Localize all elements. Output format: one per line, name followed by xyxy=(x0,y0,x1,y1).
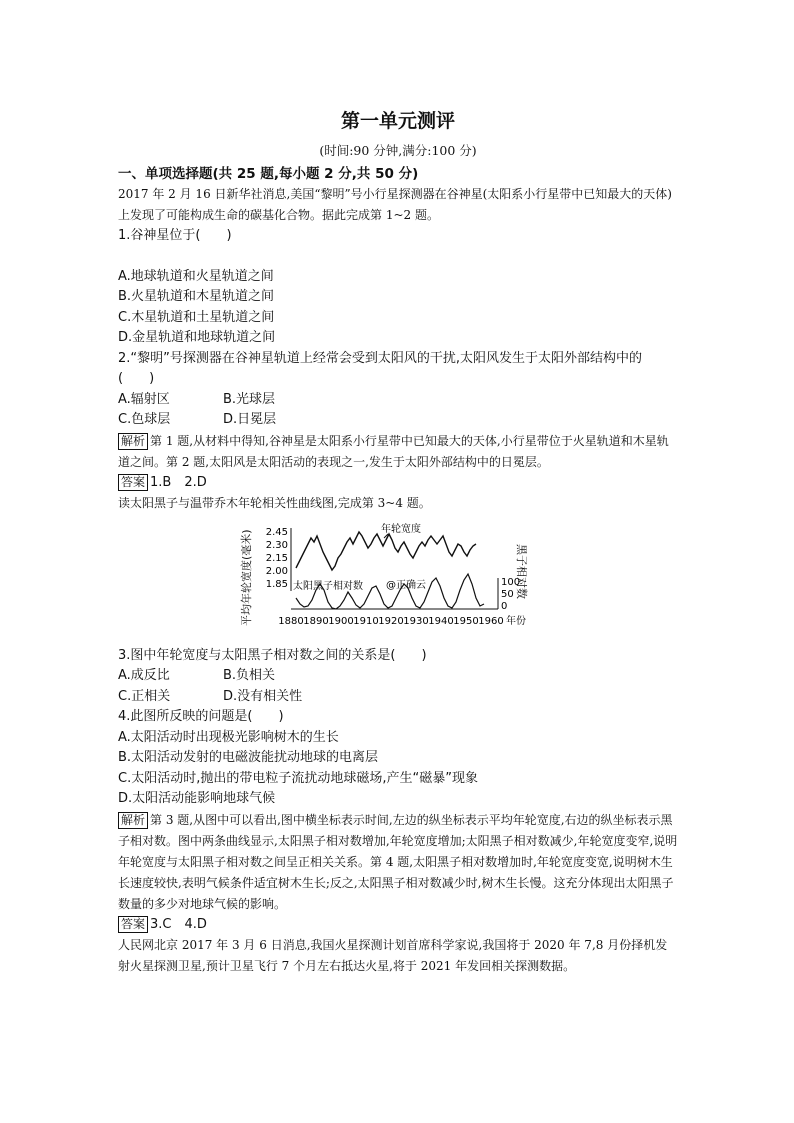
analysis-2 xyxy=(118,810,678,915)
answer-tag: 答案 xyxy=(118,474,148,491)
right-tick: 0 xyxy=(501,600,508,612)
question-2: 2.“黎明”号探测器在谷神星轨道上经常会受到太阳风的干扰,太阳风发生于太阳外部结构中的( ) xyxy=(118,350,643,386)
answer-1 xyxy=(118,473,678,493)
analysis-tag: 解析 xyxy=(118,812,148,829)
question-1: 1.谷神星位于( ) xyxy=(118,228,232,243)
q3-option-a: A.成反比 xyxy=(118,668,170,683)
left-tick: 2.00 xyxy=(265,565,288,577)
q2-option-b: B.光球层 xyxy=(223,391,276,407)
x-tick: 1940 xyxy=(428,615,454,627)
right-tick: 50 xyxy=(501,588,514,600)
tree-ring-width-curve xyxy=(296,532,476,570)
answer-2 xyxy=(118,915,678,935)
x-tick: 1930 xyxy=(403,615,429,627)
q3-option-d: D.没有相关性 xyxy=(223,688,303,704)
question-3: 3.图中年轮宽度与太阳黑子相对数之间的关系是( ) xyxy=(118,647,427,663)
page-title: 第一单元测评 xyxy=(340,110,455,132)
q4-option-a: A.太阳活动时出现极光影响树木的生长 xyxy=(118,729,339,745)
x-tick: 1890 xyxy=(303,615,329,627)
exam-page xyxy=(118,100,678,977)
left-axis-title: 平均年轮宽度(毫米) xyxy=(240,528,253,626)
q3-option-c: C.正相关 xyxy=(118,688,171,704)
x-tick: 1910 xyxy=(353,615,379,627)
section-heading: 一、单项选择题(共 25 题,每小题 2 分,共 50 分) xyxy=(118,166,419,182)
question-4: 4.此图所反映的问题是( ) xyxy=(118,709,284,724)
material-3: 人民网北京 2017 年 3 月 6 日消息,我国火星探测计划首席科学家说,我国将于 2020 年 7,8 月份择机发射火星探测卫星,预计卫星飞行 7 个月左右抵达火星,将于 2021 年发回相关探测数据。 xyxy=(118,937,668,973)
answer-2-text: 3.C 4.D xyxy=(150,916,207,932)
x-tick: 1900 xyxy=(328,615,354,627)
watermark: @正确云 xyxy=(386,579,426,591)
series-label-ring: 年轮宽度 xyxy=(381,523,421,535)
material-1: 2017 年 2 月 16 日新华社消息,美国“黎明”号小行星探测器在谷神星(太阳系小行星带中已知最大的天体)上发现了可能构成生命的碳基化合物。据此完成第 1~2 题。 xyxy=(118,187,672,222)
x-tick: 1920 xyxy=(378,615,404,627)
q2-option-d: D.日冕层 xyxy=(223,412,277,427)
q1-option-b: B.火星轨道和木星轨道之间 xyxy=(118,289,275,304)
answer-1-text: 1.B 2.D xyxy=(150,474,207,490)
answer-tag: 答案 xyxy=(118,916,148,933)
analysis-1-text: 第 1 题,从材料中得知,谷神星是太阳系小行星带中已知最大的天体,小行星带位于火星轨道和木星轨道之间。第 2 题,太阳风是太阳活动的表现之一,发生于太阳外部结构中的日冕层。 xyxy=(118,433,669,469)
analysis-2-text: 第 3 题,从图中可以看出,图中横坐标表示时间,左边的纵坐标表示平均年轮宽度,右边的纵坐标表示黑子相对数。图中两条曲线显示,太阳黑子相对数增加,年轮宽度增加;太阳黑子相对数减少,年轮宽度变窄,说明年轮宽度与太阳黑子相对数之间呈正相关关系。第 4 题,太阳黑子相对数增加时,年轮宽度变宽,说明树木生长速度较快,表明气候条件适宜树木生长;反之,太阳黑子相对数减少时,树木生长慢。这充分体现出太阳黑子数量的多少对地球气候的影响。 xyxy=(118,812,678,911)
material-2: 读太阳黑子与温带乔木年轮相关性曲线图,完成第 3~4 题。 xyxy=(118,495,431,510)
x-tick: 1960 xyxy=(478,615,504,627)
x-unit: 年份 xyxy=(506,615,526,627)
q1-option-a: A.地球轨道和火星轨道之间 xyxy=(118,268,274,284)
q1-option-d: D.金星轨道和地球轨道之间 xyxy=(118,330,276,345)
q3-option-b: B.负相关 xyxy=(223,668,276,683)
right-tick: 100 xyxy=(501,576,521,588)
left-tick: 1.85 xyxy=(265,578,288,590)
right-axis-title: 黑子相对数 xyxy=(515,543,528,599)
q1-option-c: C.木星轨道和土星轨道之间 xyxy=(118,309,275,325)
x-tick: 1950 xyxy=(453,615,479,627)
left-tick: 2.30 xyxy=(265,539,288,551)
q4-option-b: B.太阳活动发射的电磁波能扰动地球的电离层 xyxy=(118,750,379,765)
exam-meta: (时间:90 分钟,满分:100 分) xyxy=(319,143,477,158)
sunspot-tree-ring-figure xyxy=(238,518,538,644)
q2-option-c: C.色球层 xyxy=(118,412,171,427)
q4-option-c: C.太阳活动时,抛出的带电粒子流扰动地球磁场,产生“磁暴”现象 xyxy=(118,770,478,786)
left-tick: 2.15 xyxy=(265,552,288,564)
left-tick: 2.45 xyxy=(265,526,288,538)
series-label-sunspot: 太阳黑子相对数 xyxy=(293,580,363,592)
x-tick: 1880 xyxy=(278,615,304,627)
analysis-1 xyxy=(118,431,678,473)
q4-option-d: D.太阳活动能影响地球气候 xyxy=(118,791,276,806)
analysis-tag: 解析 xyxy=(118,433,148,450)
q2-option-a: A.辐射区 xyxy=(118,391,170,407)
